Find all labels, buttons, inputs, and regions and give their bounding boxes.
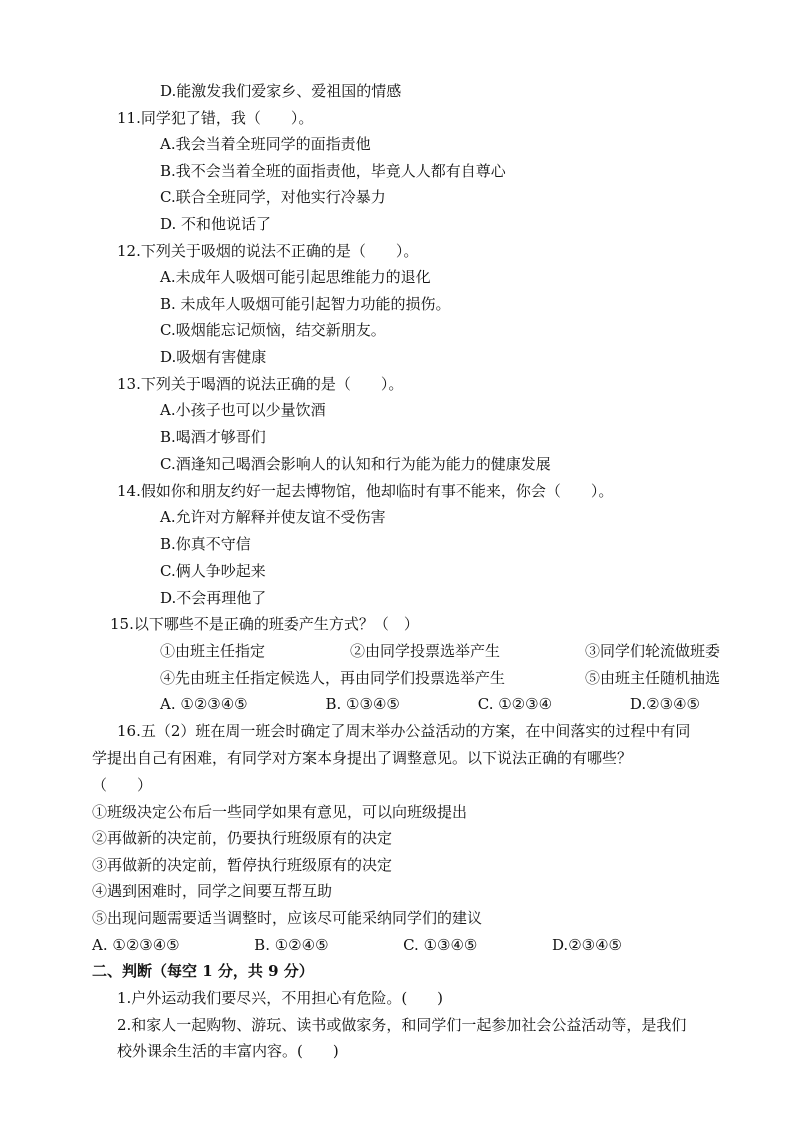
q16-option-b: B. ①②④⑤ [254,936,329,954]
q16-stem-line2: 学提出自己有困难，有同学对方案本身提出了调整意见。以下说法正确的有哪些？ [92,749,633,767]
q16-choices [92,935,622,955]
q14-option-a: A.允许对方解释并使友谊不受伤害 [160,508,386,526]
q10-option-d: D.能激发我们爱家乡、爱祖国的情感 [160,82,402,100]
q15-statement-5: ⑤由班主任随机抽选 [584,669,720,687]
q16-statement-4: ④遇到困难时，同学之间要互帮互助 [92,882,333,900]
q11-option-c: C.联合全班同学，对他实行冷暴力 [160,188,386,206]
q12-option-d: D.吸烟有害健康 [160,348,267,366]
q15-option-a: A. ①②③④⑤ [160,695,248,713]
judge-2-line1: 2.和家人一起购物、游玩、读书或做家务，和同学们一起参加社会公益活动等，是我们 [117,1016,687,1034]
q15-stem: 15.以下哪些不是正确的班委产生方式？（ ） [110,615,419,633]
q11-option-a: A.我会当着全班同学的面指责他 [160,135,371,153]
q16-stem-line1: 16.五（2）班在周一班会时确定了周末举办公益活动的方案，在中间落实的过程中有同 [117,722,691,740]
q13-option-a: A.小孩子也可以少量饮酒 [160,401,326,419]
q11-option-b: B.我不会当着全班的面指责他，毕竟人人都有自尊心 [160,162,506,180]
q12-stem: 12.下列关于吸烟的说法不正确的是（ ）。 [117,242,419,260]
q16-statement-1: ①班级决定公布后一些同学如果有意见，可以向班级提出 [92,803,468,821]
q16-stem-line3: （ ） [92,776,153,794]
q15-statements-row2 [160,668,720,688]
q14-option-c: C.俩人争吵起来 [160,562,266,580]
q16-statement-5: ⑤出现问题需要适当调整时，应该尽可能采纳同学们的建议 [92,909,483,927]
q15-statement-4: ④先由班主任指定候选人，再由同学们投票选举产生 [160,669,506,687]
q15-choices [160,694,700,714]
q12-option-a: A.未成年人吸烟可能引起思维能力的退化 [160,268,431,286]
q12-option-c: C.吸烟能忘记烦恼，结交新朋友。 [160,321,386,339]
judge-2-line2: 校外课余生活的丰富内容。( ) [117,1042,339,1060]
q16-statement-3: ③再做新的决定前，暂停执行班级原有的决定 [92,856,393,874]
q11-stem: 11.同学犯了错，我（ ）。 [117,109,314,127]
q12-option-b: B. 未成年人吸烟可能引起智力功能的损伤。 [160,295,451,313]
q15-statement-2: ②由同学投票选举产生 [349,642,500,660]
judge-1: 1.户外运动我们要尽兴，不用担心有危险。( ) [117,989,444,1007]
q11-option-d: D. 不和他说话了 [160,215,272,233]
q13-option-b: B.喝酒才够哥们 [160,428,266,446]
q15-statements-row1 [160,641,720,661]
q14-stem: 14.假如你和朋友约好一起去博物馆，他却临时有事不能来，你会（ ）。 [117,482,614,500]
q14-option-b: B.你真不守信 [160,535,251,553]
q14-option-d: D.不会再理他了 [160,589,267,607]
q15-option-d: D.②③④⑤ [629,695,700,713]
q16-option-d: D.②③④⑤ [551,936,622,954]
q16-option-a: A. ①②③④⑤ [92,936,180,954]
q15-statement-1: ①由班主任指定 [160,642,266,660]
q16-option-c: C. ①③④⑤ [403,936,478,954]
q15-statement-3: ③同学们轮流做班委 [584,642,720,660]
q15-option-c: C. ①②③④ [477,695,553,713]
q15-option-b: B. ①③④⑤ [325,695,400,713]
q13-option-c: C.酒逢知己喝酒会影响人的认知和行为能为能力的健康发展 [160,455,551,473]
q13-stem: 13.下列关于喝酒的说法正确的是（ ）。 [117,375,404,393]
q16-statement-2: ②再做新的决定前，仍要执行班级原有的决定 [92,829,393,847]
section-2-heading: 二、判断（每空 1 分，共 9 分） [92,962,314,980]
